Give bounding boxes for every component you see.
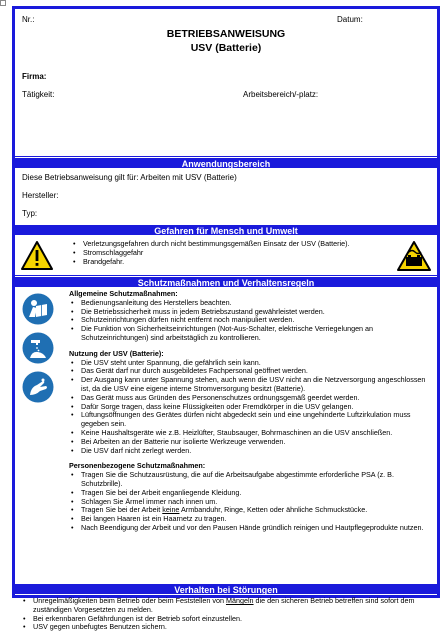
list-item: • Die USV darf nicht zerlegt werden. bbox=[69, 447, 429, 456]
list-item: • Nach Beendigung der Arbeit und vor den Pausen Hände gründlich reinigen und Hautpflegeprodukte nutzen. bbox=[69, 524, 429, 533]
allgemein-heading: Allgemeine Schutzmaßnahmen: bbox=[69, 289, 178, 298]
list-item-text: Tragen Sie bei der Arbeit bbox=[81, 505, 163, 515]
nutzung-list bbox=[69, 359, 429, 456]
personenbezogen-list bbox=[69, 471, 429, 533]
list-item bbox=[21, 597, 431, 615]
list-item: • Tragen Sie bei der Arbeit enganliegende Kleidung. bbox=[69, 489, 429, 498]
personenbezogen-heading: Personenbezogene Schutzmaßnahmen: bbox=[69, 461, 206, 471]
list-item: • Verletzungsgefahren durch nicht bestimmungsgemäßen Einsatz der USV (Batterie). bbox=[71, 239, 391, 248]
list-item: • Bedienungsanleitung des Herstellers beachten. bbox=[69, 299, 429, 308]
sheet-title-line1: BETRIEBSANWEISUNG bbox=[166, 28, 286, 40]
list-item: • Der Ausgang kann unter Spannung stehen, auch wenn die USV nicht an die Netzversorgung angeschlossen ist, da die USV eine eigene interne Stromversorgung besitzt (Batterie). bbox=[69, 376, 429, 394]
stoerungen-list bbox=[21, 597, 431, 632]
general-warning-icon bbox=[21, 240, 53, 272]
schutzmassnahmen-section bbox=[15, 288, 437, 583]
taetigkeit-label: Tätigkeit: bbox=[22, 90, 55, 99]
list-item: • Das Gerät muss aus Gründen des Personenschutzes ordnungsgemäß geerdet werden. bbox=[69, 394, 429, 403]
scope-line: Diese Betriebsanweisung gilt für: Arbeiten mit USV (Batterie) bbox=[22, 173, 237, 182]
list-item: • Stromschlaggefahr bbox=[71, 248, 391, 257]
page-corner-mark bbox=[0, 0, 6, 6]
anwendungsbereich-section bbox=[15, 169, 437, 224]
firma-label: Firma: bbox=[22, 72, 47, 81]
list-item: • Lüftungsöffnungen des Gerätes dürfen nicht abgedeckt sein und eine ungehinderte Luftzirkulation muss gegeben sein. bbox=[69, 411, 429, 429]
section-heading-stoerungen: Verhalten bei Störungen bbox=[15, 583, 437, 595]
list-item: • Schutzeinrichtungen dürfen nicht entfernt noch manipuliert werden. bbox=[69, 316, 429, 325]
sheet-header bbox=[15, 9, 437, 157]
stoerungen-section bbox=[15, 595, 437, 635]
battery-warning-icon bbox=[397, 240, 431, 272]
gefahren-section bbox=[15, 236, 437, 276]
list-item: • Die Funktion von Sicherheitseinrichtungen (Not-Aus-Schalter, elektrische Verriegelungen an Schutzeinrichtungen) sind arbeitstäglich zu kontrollieren. bbox=[69, 325, 429, 343]
nutzung-heading: Nutzung der USV (Batterie): bbox=[69, 348, 164, 358]
list-item: • Keine Haushaltsgeräte wie z.B. Heizlüfter, Staubsauger, Bohrmaschinen an die USV anschließen. bbox=[69, 429, 429, 438]
instruction-sheet bbox=[12, 6, 440, 632]
wash-hands-icon bbox=[22, 332, 54, 364]
schutzmassnahmen-content bbox=[69, 290, 429, 533]
list-item: • Dafür Sorge tragen, dass keine Flüssigkeiten oder Fremdkörper in die USV gelangen. bbox=[69, 403, 429, 412]
section-heading-gefahren: Gefahren für Mensch und Umwelt bbox=[15, 224, 437, 236]
typ-label: Typ: bbox=[22, 209, 38, 218]
list-item: • Tragen Sie die Schutzausrüstung, die auf die Arbeitsaufgabe abgestimmte erforderliche PSA (z. B. Schutzbrille). bbox=[69, 471, 429, 489]
sheet-title-line2: USV (Batterie) bbox=[190, 42, 262, 54]
read-manual-icon bbox=[22, 293, 54, 325]
list-item-text: die den sicheren Betrieb betreffen sind sofort dem zuständigen Vorgesetzten zu melden. bbox=[33, 596, 415, 614]
list-item: • Brandgefahr. bbox=[71, 257, 391, 266]
hand-cream-icon bbox=[22, 371, 54, 403]
nr-label: Nr.: bbox=[22, 15, 35, 24]
list-item-text: Unregelmäßigkeiten beim Betrieb oder beim Feststellen von bbox=[33, 596, 226, 605]
list-item: • Die USV steht unter Spannung, die gefährlich sein kann. bbox=[69, 359, 429, 368]
hersteller-label: Hersteller: bbox=[22, 191, 59, 200]
section-heading-anwendungsbereich: Anwendungsbereich bbox=[15, 157, 437, 169]
list-item: • Das Gerät darf nur durch ausgebildetes Fachpersonal geöffnet werden. bbox=[69, 367, 429, 376]
list-item: • Bei langen Haaren ist ein Haarnetz zu tragen. bbox=[69, 515, 429, 524]
underlined-keine: keine bbox=[162, 505, 180, 515]
list-item: • Bei erkennbaren Gefährdungen ist der Betrieb sofort einzustellen. bbox=[21, 615, 431, 624]
list-item-text: Armbanduhr, Ringe, Ketten oder ähnliche Schmuckstücke. bbox=[179, 505, 368, 515]
section-heading-schutzmassnahmen: Schutzmaßnahmen und Verhaltensregeln bbox=[15, 276, 437, 288]
underlined-maengeln: Mängeln bbox=[225, 596, 254, 605]
gefahren-list bbox=[71, 239, 391, 266]
datum-label: Datum: bbox=[337, 15, 363, 24]
allgemein-list bbox=[69, 299, 429, 343]
sheet-title bbox=[15, 27, 437, 55]
list-item: • USV gegen unbefugtes Benutzen sichern. bbox=[21, 623, 431, 632]
arbeitsbereich-label: Arbeitsbereich/-platz: bbox=[243, 90, 319, 99]
mandatory-icons-column bbox=[15, 288, 61, 583]
list-item: • Schlagen Sie Ärmel immer nach innen um. bbox=[69, 498, 429, 507]
list-item: • Bei Arbeiten an der Batterie nur isolierte Werkzeuge verwenden. bbox=[69, 438, 429, 447]
list-item: • Die Betriebssicherheit muss in jedem Betriebszustand gewährleistet werden. bbox=[69, 308, 429, 317]
